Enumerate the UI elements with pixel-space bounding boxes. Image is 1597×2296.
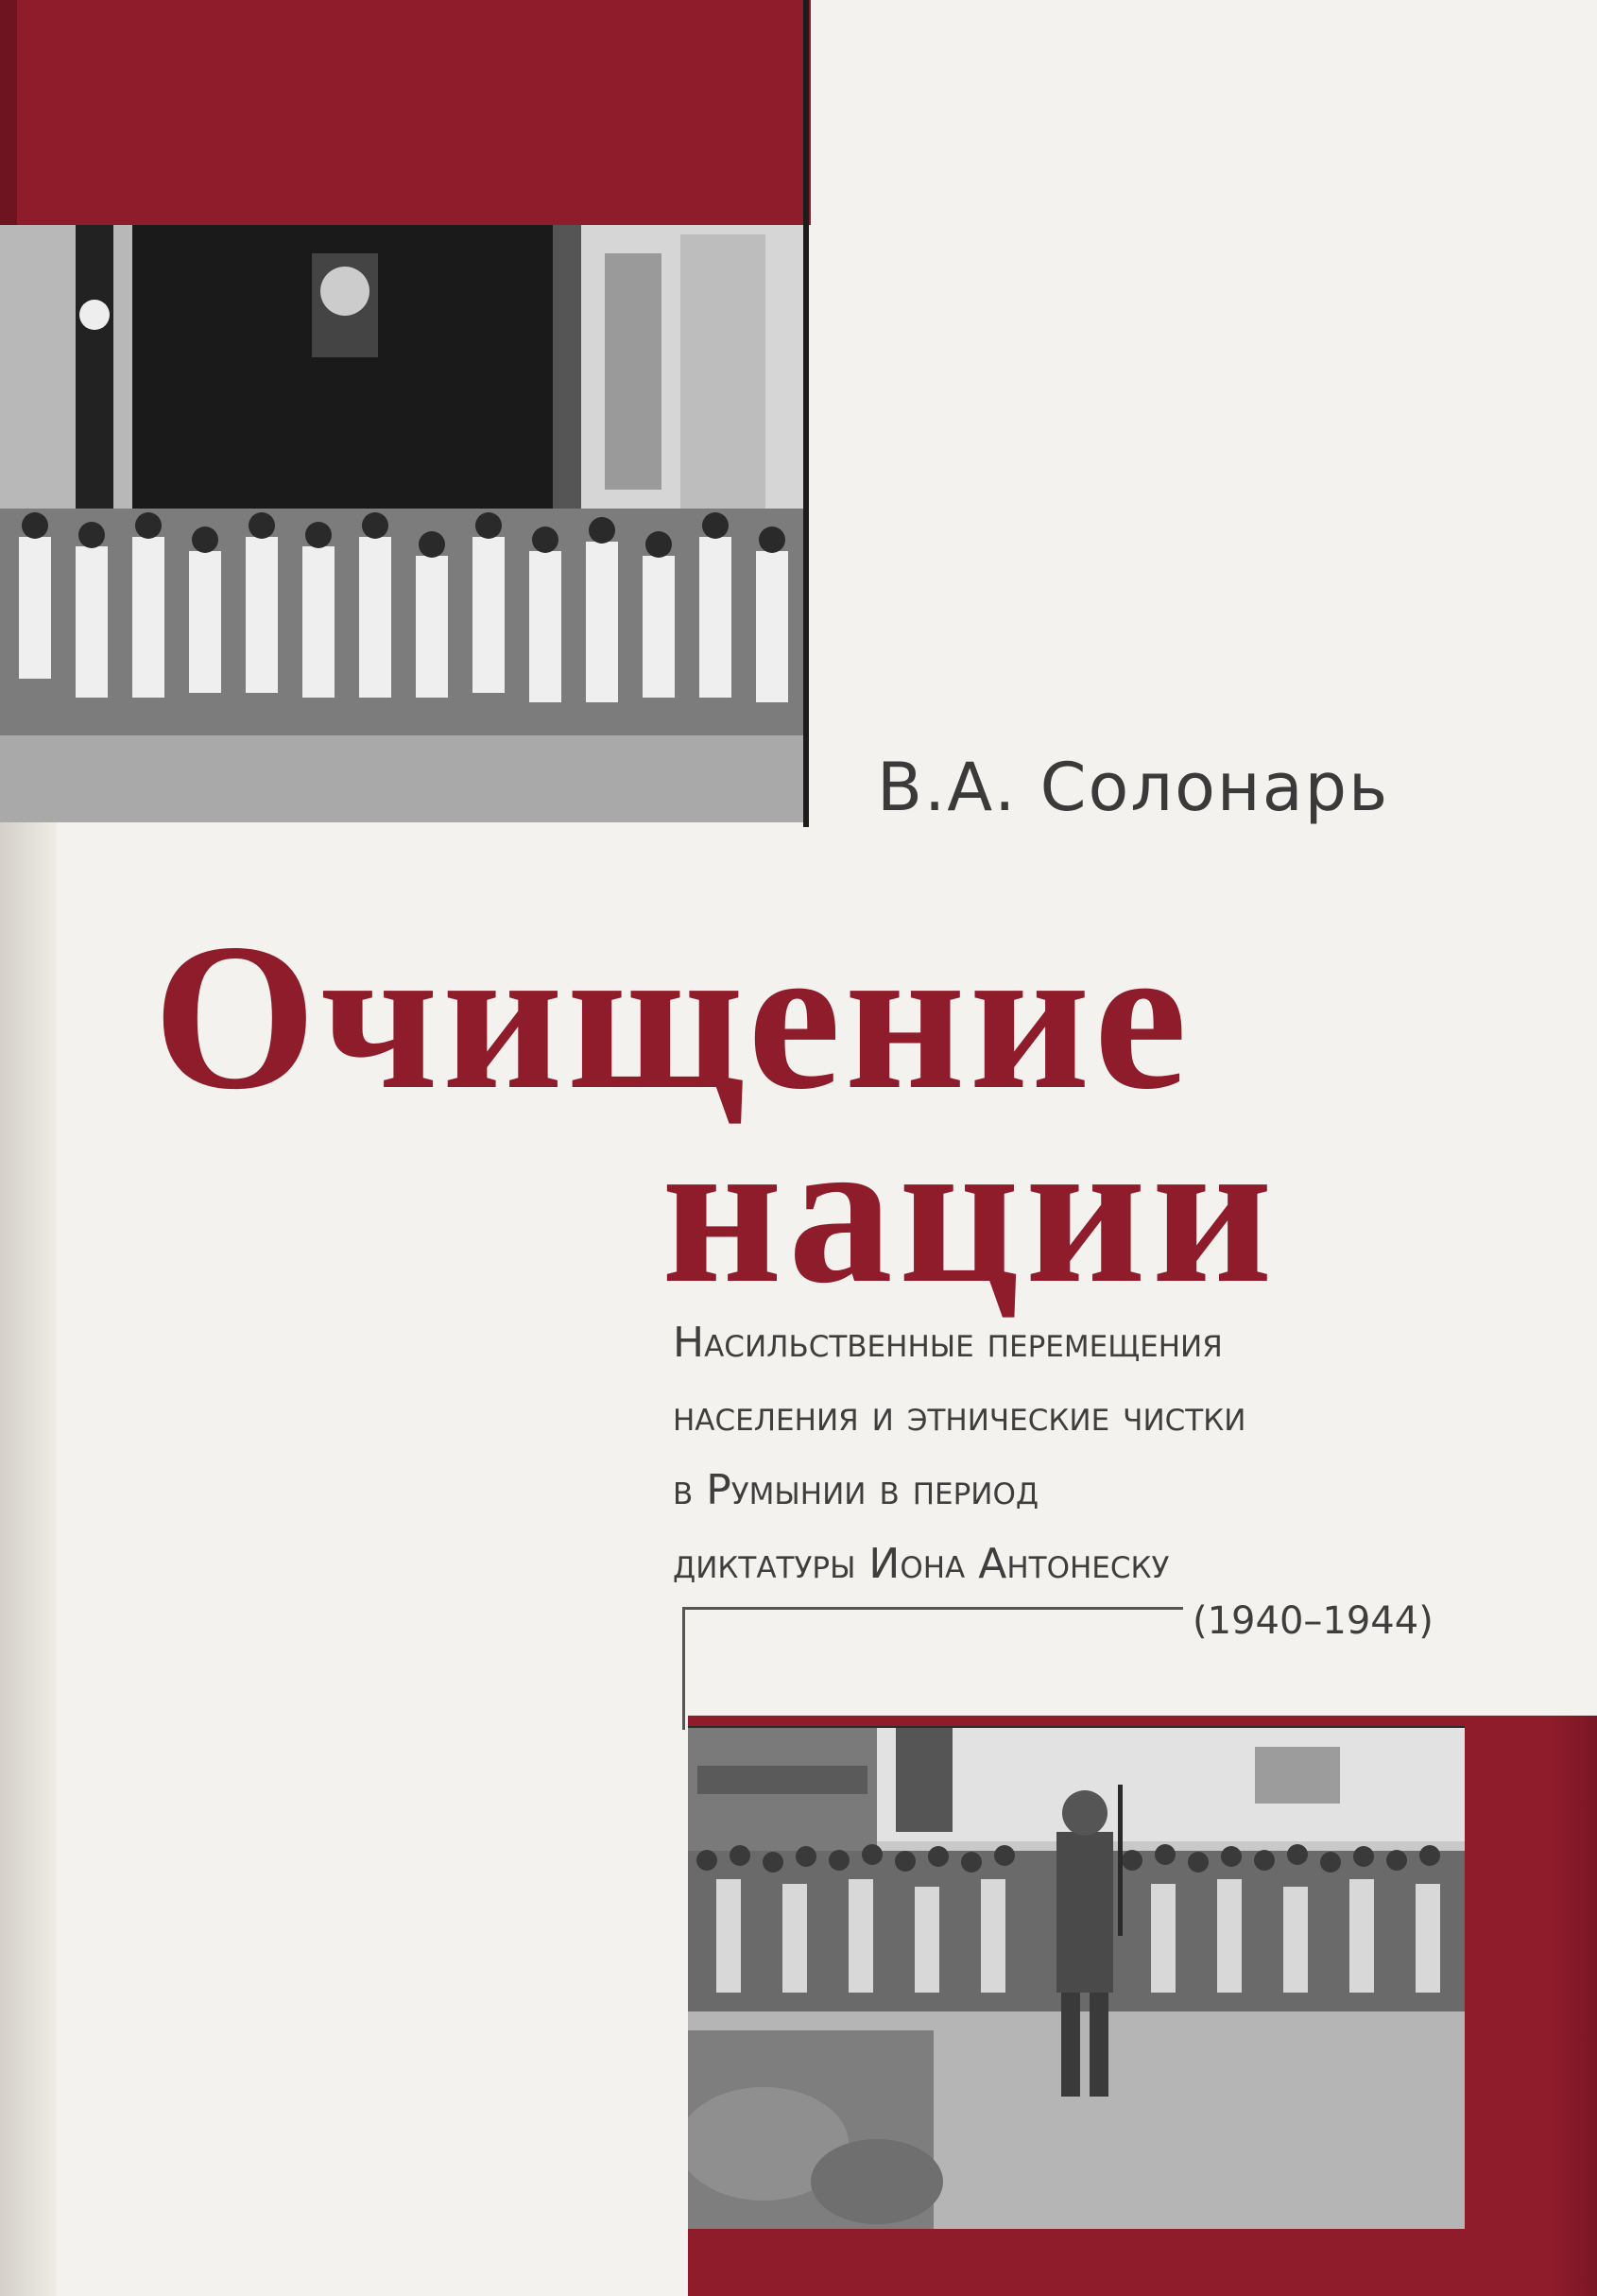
top-red-band	[0, 0, 811, 225]
frame-line	[682, 1607, 685, 1730]
book-subtitle	[673, 1306, 1523, 1601]
years-range: (1940–1944)	[1193, 1599, 1434, 1643]
book-title-line-2: нации	[661, 1095, 1279, 1327]
book-title-line-1: Очищение	[153, 901, 1192, 1133]
subtitle-line: Насильственные перемещения	[673, 1319, 1223, 1367]
marching-parade-photo	[0, 225, 809, 822]
subtitle-line: диктатуры Иона Антонеску	[673, 1540, 1170, 1588]
soldier-and-crowd-photo	[688, 1726, 1465, 2229]
top-red-band-edge	[0, 0, 17, 225]
bottom-red-band-shade	[1550, 1716, 1597, 2296]
subtitle-line: населения и этнические чистки	[673, 1392, 1246, 1441]
subtitle-line: в Румынии в период	[673, 1466, 1039, 1514]
frame-line	[682, 1607, 1183, 1610]
author-name: В.А. Солонарь	[877, 749, 1390, 826]
photo-edge-line	[803, 0, 809, 827]
